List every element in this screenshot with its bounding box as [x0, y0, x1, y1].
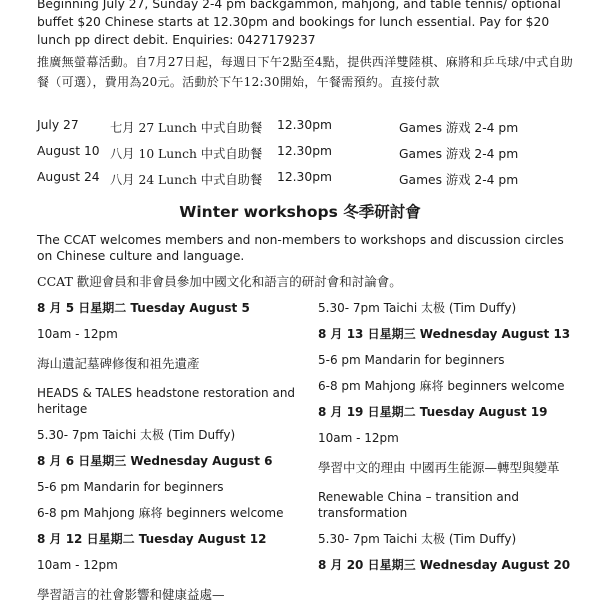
schedule-time: 12.30pm [277, 170, 332, 184]
workshop-entry: 學習中文的理由 中國再生能源—轉型與變革 [318, 460, 560, 475]
workshop-entry: HEADS & TALES headstone restoration and heritage [37, 386, 296, 416]
workshops-intro-chinese: CCAT 歡迎會員和非會員參加中國文化和語言的研討會和討論會。 [37, 274, 402, 289]
workshops-left-column [37, 300, 299, 600]
workshop-entry: 10am - 12pm [318, 431, 399, 445]
schedule-games: Games 游戏 2-4 pm [399, 147, 519, 161]
workshop-date-heading: 8 月 12 日星期二 Tuesday August 12 [37, 532, 267, 546]
workshop-date-heading: 8 月 5 日星期二 Tuesday August 5 [37, 301, 250, 315]
workshop-entry: 10am - 12pm [37, 327, 118, 341]
intro-chinese-text: 推廣無螢幕活動。自7月27日起，每週日下午2點至4點，提供西洋雙陸棋、麻將和乒乓球/中式自助餐（可選），費用為20元。活動於下午12:30開始，午餐需預約。直接付款 [37, 55, 574, 89]
workshops-intro-english: The CCAT welcomes members and non-members to workshops and discussion circles on Chinese culture and language. [37, 233, 564, 263]
schedule-games: Games 游戏 2-4 pm [399, 173, 519, 187]
workshop-entry: 10am - 12pm [37, 558, 118, 572]
schedule-date: August 10 [37, 144, 100, 158]
workshop-entry: 5.30- 7pm Taichi 太极 (Tim Duffy) [318, 532, 517, 546]
workshop-date-heading: 8 月 6 日星期三 Wednesday August 6 [37, 454, 273, 468]
workshop-entry: 5.30- 7pm Taichi 太极 (Tim Duffy) [318, 301, 517, 315]
workshop-entry: 5-6 pm Mandarin for beginners [37, 480, 224, 494]
workshop-entry: Renewable China – transition and transformation [318, 490, 519, 520]
workshops-right-column [318, 300, 580, 583]
schedule-date: July 27 [37, 118, 79, 132]
workshop-date-heading: 8 月 19 日星期二 Tuesday August 19 [318, 405, 548, 419]
workshops-title-chinese: 冬季研討會 [343, 202, 421, 221]
workshop-entry: 海山遺記墓碑修復和祖先遺產 [37, 356, 200, 371]
schedule-time: 12.30pm [277, 144, 332, 158]
schedule-lunch: 八月 10 Lunch 中式自助餐 [110, 147, 263, 161]
schedule-games: Games 游戏 2-4 pm [399, 121, 519, 135]
workshops-title-english: Winter workshops [179, 203, 338, 221]
workshop-date-heading: 8 月 20 日星期三 Wednesday August 20 [318, 558, 571, 572]
workshop-entry: 6-8 pm Mahjong 麻将 beginners welcome [318, 379, 565, 393]
workshop-date-heading: 8 月 13 日星期三 Wednesday August 13 [318, 327, 571, 341]
workshop-entry: 6-8 pm Mahjong 麻将 beginners welcome [37, 506, 284, 520]
schedule-row [37, 170, 597, 190]
schedule-row [37, 144, 597, 164]
schedule-row [37, 118, 597, 138]
schedule-lunch: 七月 27 Lunch 中式自助餐 [110, 121, 263, 135]
workshop-entry: 5.30- 7pm Taichi 太极 (Tim Duffy) [37, 428, 236, 442]
schedule-time: 12.30pm [277, 118, 332, 132]
workshop-entry: 學習語言的社會影響和健康益處— [37, 587, 225, 600]
schedule-lunch: 八月 24 Lunch 中式自助餐 [110, 173, 263, 187]
intro-english-text: Beginning July 27, Sunday 2-4 pm backgammon, mahjong, and table tennis/ optional buffet $20 Chinese starts at 12.30pm and bookings for lunch essential. Pay for $20 lunch pp direct debit. Enquiries: 0427179237 [37, 0, 561, 47]
workshops-heading [0, 200, 600, 222]
schedule-date: August 24 [37, 170, 100, 184]
workshop-entry: 5-6 pm Mandarin for beginners [318, 353, 505, 367]
